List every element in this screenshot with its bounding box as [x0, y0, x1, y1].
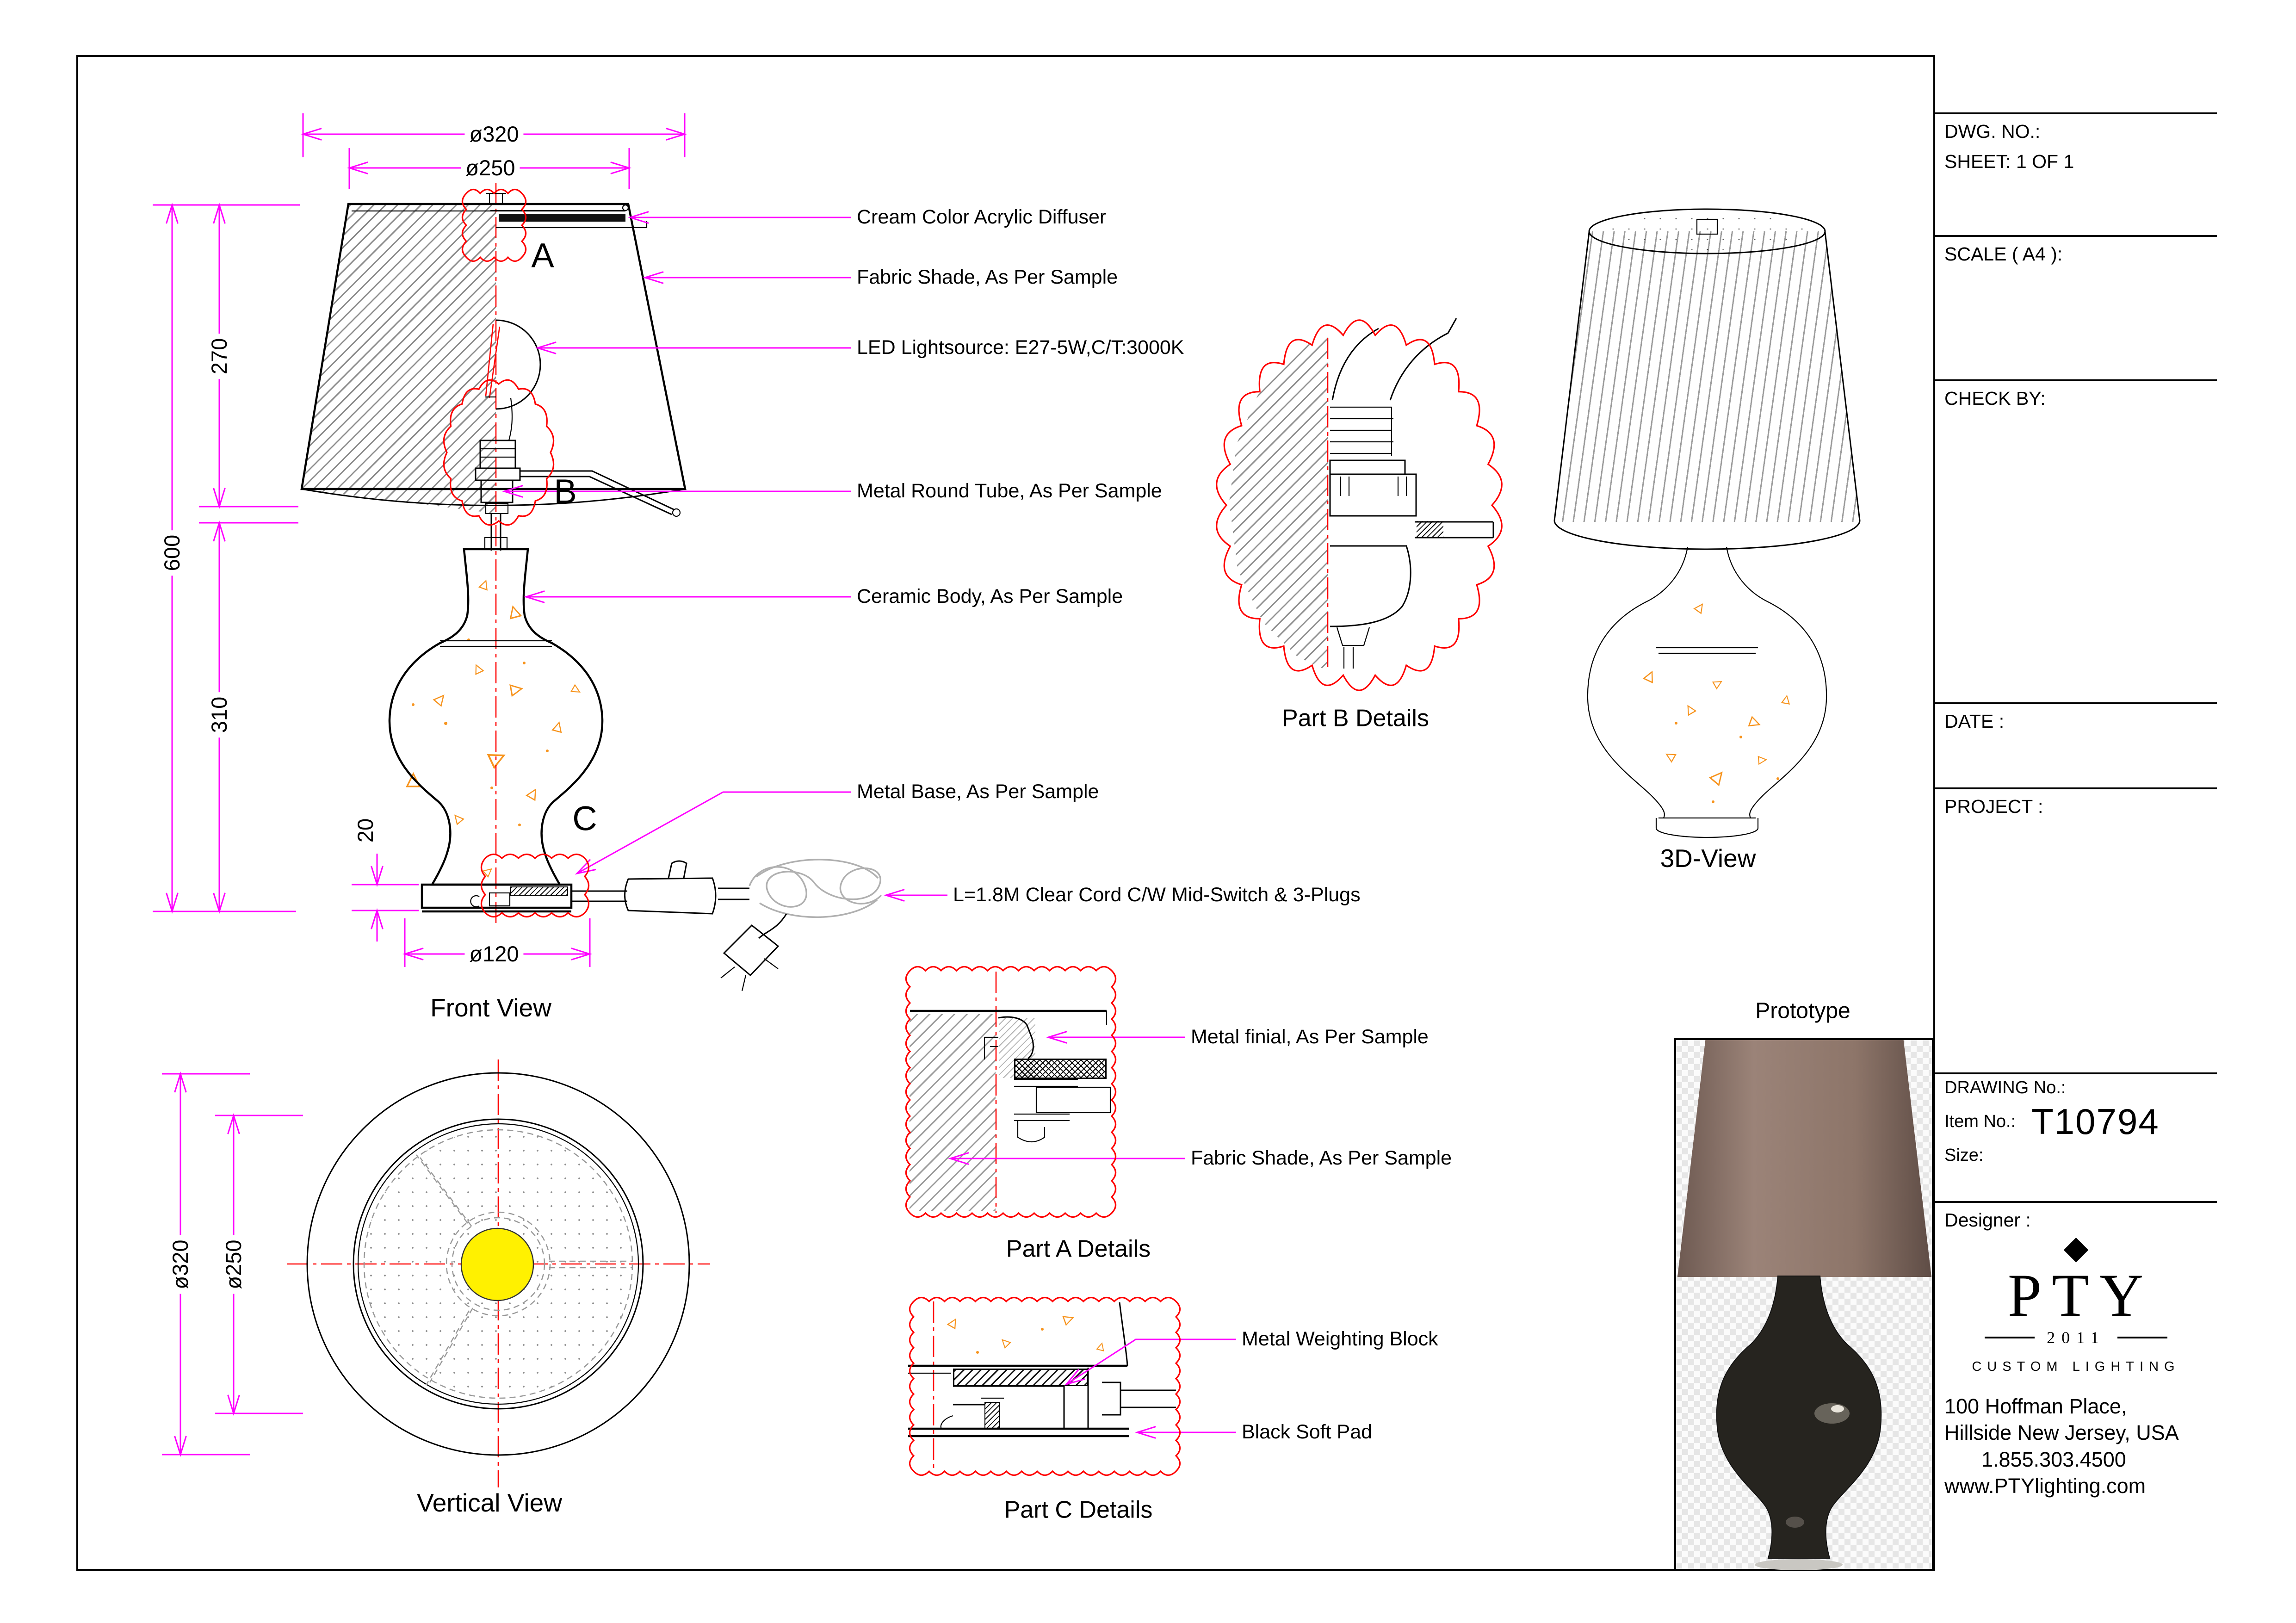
logo-tagline: CUSTOM LIGHTING	[1972, 1359, 2180, 1374]
3d-shade-top-speckles	[1605, 214, 1809, 250]
annotation-soft-pad: Black Soft Pad	[1242, 1421, 1373, 1443]
annotation-ceramic-body: Ceramic Body, As Per Sample	[857, 585, 1123, 607]
address-line2: Hillside New Jersey, USA	[1944, 1421, 2179, 1445]
title-block-designer-row	[1935, 1203, 2217, 1570]
title-block-empty-row	[1935, 55, 2217, 114]
company-address	[1944, 1393, 2208, 1499]
check-by-label: CHECK BY:	[1944, 388, 2046, 409]
phone-number: 1.855.303.4500	[1981, 1447, 2126, 1471]
item-no-label: Item No.:	[1944, 1112, 2016, 1131]
drawing-no-label: DRAWING No.:	[1944, 1078, 2066, 1097]
annotation-parta-shade: Fabric Shade, As Per Sample	[1191, 1147, 1452, 1169]
logo-rule-right	[2117, 1337, 2167, 1338]
dim-total-height: 600	[160, 530, 184, 576]
annotation-cord: L=1.8M Clear Cord C/W Mid-Switch & 3-Plugs	[953, 884, 1361, 906]
acrylic-diffuser-bar	[499, 214, 625, 222]
logo-year: 2011	[2047, 1328, 2105, 1347]
title-block	[1933, 55, 2217, 1571]
project-label: PROJECT :	[1944, 796, 2043, 817]
sheet-label: SHEET: 1 OF 1	[1944, 151, 2074, 172]
front-view-lamp-internals	[476, 320, 675, 551]
marker-c: C	[572, 799, 597, 838]
engineering-drawing-sheet: △ △ △ △ △ △ △ △ △ △ △ △ △ △ △ △ △ △ △ △ △ △ △ △ △ ø320 ø250 600 270 310 20 ø120 ø320 ø250 A B C Cream Color Acrylic Diffuser Fabric Shade, As Per Sample LED Lightsource: E27-5W,C/T:3000K Metal Round Tube, As Per Sample Ceramic Body, As Per Sample Metal Base, As Per Sample L=1.8M Clear Cord C/W Mid-Switch & 3-Plugs Metal finial, As Per Sample Fabric Shade, As Per Sample Metal Weighting Block Black Soft Pad Front View Part B Details Part A Details Part C Details Vertical View 3D-View Prototype DWG. NO.: SHEET: 1 OF 1 SCALE ( A4 ): CHECK BY: DATE : PROJECT : DRAWING No.: Item No.: T10794 Size: Designer : ◆ PTY 2011 CUSTOM LIGHTING 100 Hoffman Place, Hillside New Jersey, USA 1.855.303.4500 www.PTYlighting.com	[0, 0, 2296, 1623]
annotation-fabric-shade: Fabric Shade, As Per Sample	[857, 266, 1118, 288]
pty-logo	[1944, 1231, 2208, 1375]
diamond-icon: ◆	[2063, 1229, 2089, 1265]
marker-a: A	[531, 236, 554, 275]
3d-view-title: 3D-View	[1660, 843, 1756, 873]
item-no-value: T10794	[2031, 1101, 2160, 1142]
dim-base-width: ø120	[464, 942, 523, 966]
3d-view-linework	[1554, 209, 1860, 837]
title-block-date-row	[1935, 704, 2217, 789]
centerlines	[287, 183, 1328, 1487]
title-block-dwg-row	[1935, 114, 2217, 237]
annotation-weight-block: Metal Weighting Block	[1242, 1328, 1438, 1350]
vertical-view-linework	[307, 1073, 689, 1455]
dim-shade-inner-dia: ø250	[461, 156, 520, 180]
marker-b: B	[554, 472, 577, 511]
front-view-title: Front View	[430, 993, 551, 1022]
title-block-project-row	[1935, 789, 2217, 1074]
address-line1: 100 Hoffman Place,	[1944, 1394, 2127, 1418]
prototype-body	[1717, 1276, 1881, 1570]
dim-vv-outer-dia: ø320	[168, 1235, 192, 1294]
part-b-title: Part B Details	[1282, 705, 1429, 732]
size-label: Size:	[1944, 1146, 1984, 1165]
vertical-view-title: Vertical View	[417, 1488, 562, 1517]
dim-shade-height: 270	[207, 334, 231, 379]
part-a-linework	[910, 1011, 1110, 1142]
part-a-title: Part A Details	[1006, 1235, 1151, 1263]
part-c-title: Part C Details	[1004, 1496, 1153, 1524]
annotation-led: LED Lightsource: E27-5W,C/T:3000K	[857, 336, 1184, 359]
prototype-title: Prototype	[1755, 998, 1850, 1023]
part-c-linework	[908, 1302, 1176, 1436]
date-label: DATE :	[1944, 711, 2005, 732]
annotation-metal-tube: Metal Round Tube, As Per Sample	[857, 480, 1162, 502]
logo-brand: PTY	[2007, 1261, 2154, 1329]
website-url: www.PTYlighting.com	[1944, 1474, 2146, 1498]
title-block-checkby-row	[1935, 381, 2217, 704]
dim-vv-inner-dia: ø250	[222, 1235, 246, 1294]
dwg-no-label: DWG. NO.:	[1944, 121, 2041, 142]
annotation-diffuser: Cream Color Acrylic Diffuser	[857, 206, 1107, 228]
title-block-scale-row	[1935, 237, 2217, 381]
vertical-view-tube-hole	[461, 1228, 533, 1301]
dim-body-height: 310	[207, 692, 231, 737]
dim-shade-outer-dia: ø320	[464, 122, 523, 146]
part-b-linework	[1330, 318, 1493, 669]
designer-label: Designer :	[1944, 1209, 2031, 1231]
scale-label: SCALE ( A4 ):	[1944, 243, 2063, 265]
annotation-metal-base: Metal Base, As Per Sample	[857, 781, 1099, 803]
cord-switch-plug	[572, 860, 881, 991]
dim-base-height: 20	[353, 814, 378, 847]
revision-clouds	[444, 190, 1502, 1475]
annotation-metal-finial: Metal finial, As Per Sample	[1191, 1026, 1429, 1048]
logo-rule-left	[1985, 1337, 2035, 1338]
title-block-item-row	[1935, 1074, 2217, 1203]
